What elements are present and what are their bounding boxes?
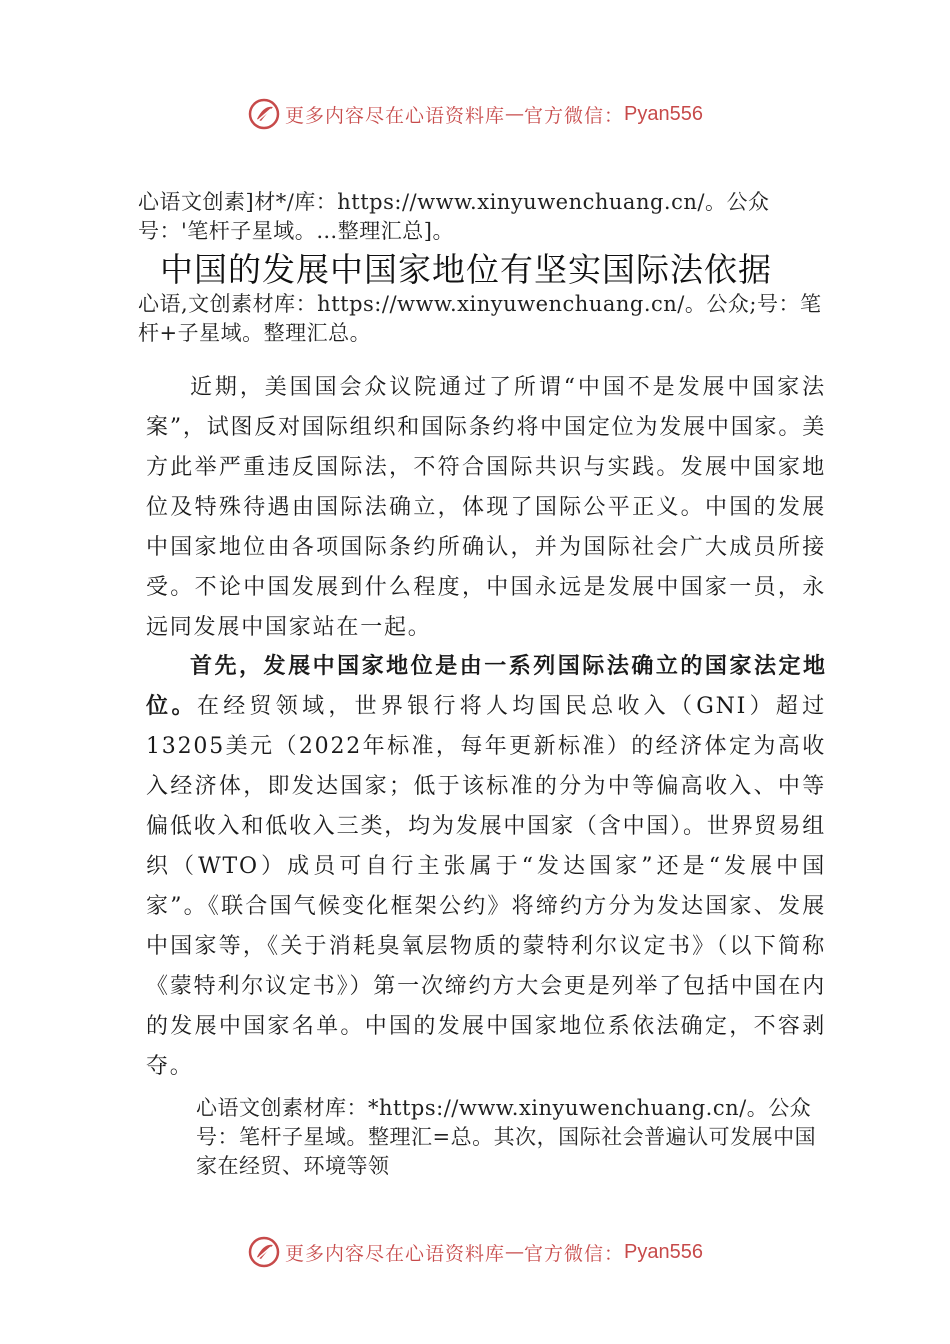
banner-wechat-label: 官方微信： — [524, 1242, 625, 1265]
banner-text: 更多内容尽在心语资料库 — [285, 1242, 506, 1265]
logo-icon — [247, 97, 281, 131]
paragraph-2-body: 在经贸领域，世界银行将人均国民总收入（GNI）超过13205美元（2022年标准，每年更新标准）的经济体定为高收入经济体，即发达国家；低于该标准的分为中等偏高收入、中等偏低收入和低收入三类，均为发展中国家（含中国）。世界贸易组织（WTO）成员可自行主张属于“发达国家”还是“发展中国家”。《联合国气候变化框架公约》将缔约方分为发达国家、发展中国家等，《关于消耗臭氧层物质的蒙特利尔议定书》（以下简称《蒙特利尔议定书》）第一次缔约方大会更是列举了包括中国在内的发展中国家名单。中国的发展中国家地位系依法确定，不容剥夺。 — [146, 694, 826, 1079]
footer-banner — [0, 1230, 950, 1274]
watermark-mid: 心语,文创素材库：https://www.xinyuwenchuang.cn/。公众;号：笔杆+子星域。整理汇总。 — [138, 292, 822, 345]
paragraph-1: 近期，美国国会众议院通过了所谓“中国不是发展中国家法案”，试图反对国际组织和国际条约将中国定位为发展中国家。美方此举严重违反国际法，不符合国际共识与实践。发展中国家地位及特殊待遇由国际法确立，体现了国际公平正义。中国的发展中国家地位由各项国际条约所确认，并为国际社会广大成员所接受。不论中国发展到什么程度，中国永远是发展中国家一员，永远同发展中国家站在一起。 — [146, 375, 826, 640]
banner-separator: — — [505, 1241, 525, 1263]
paragraph-2 — [146, 647, 826, 1087]
header-banner — [0, 92, 950, 136]
banner-wechat-id: Pyan556 — [624, 102, 703, 125]
logo-icon — [247, 1235, 281, 1269]
page-title: 中国的发展中国家地位有坚实国际法依据 — [160, 250, 772, 289]
watermark-bottom: 心语文创素材库：*https://www.xinyuwenchuang.cn/。公众号：笔杆子星域。整理汇=总。其次，国际社会普遍认可发展中国家在经贸、环境等领 — [196, 1096, 817, 1178]
paragraph-2-lead: 首先，发展中国家地位是由一系列国际法确立的国家法定地位。 — [146, 654, 826, 719]
banner-separator: — — [505, 103, 525, 125]
banner-wechat-label: 官方微信： — [524, 104, 625, 127]
watermark-top: 心语文创素]材*/库：https://www.xinyuwenchuang.cn/。公众号：'笔杆子星域。…整理汇总]。 — [138, 190, 770, 243]
banner-wechat-id: Pyan556 — [624, 1240, 703, 1263]
banner-text: 更多内容尽在心语资料库 — [285, 104, 506, 127]
